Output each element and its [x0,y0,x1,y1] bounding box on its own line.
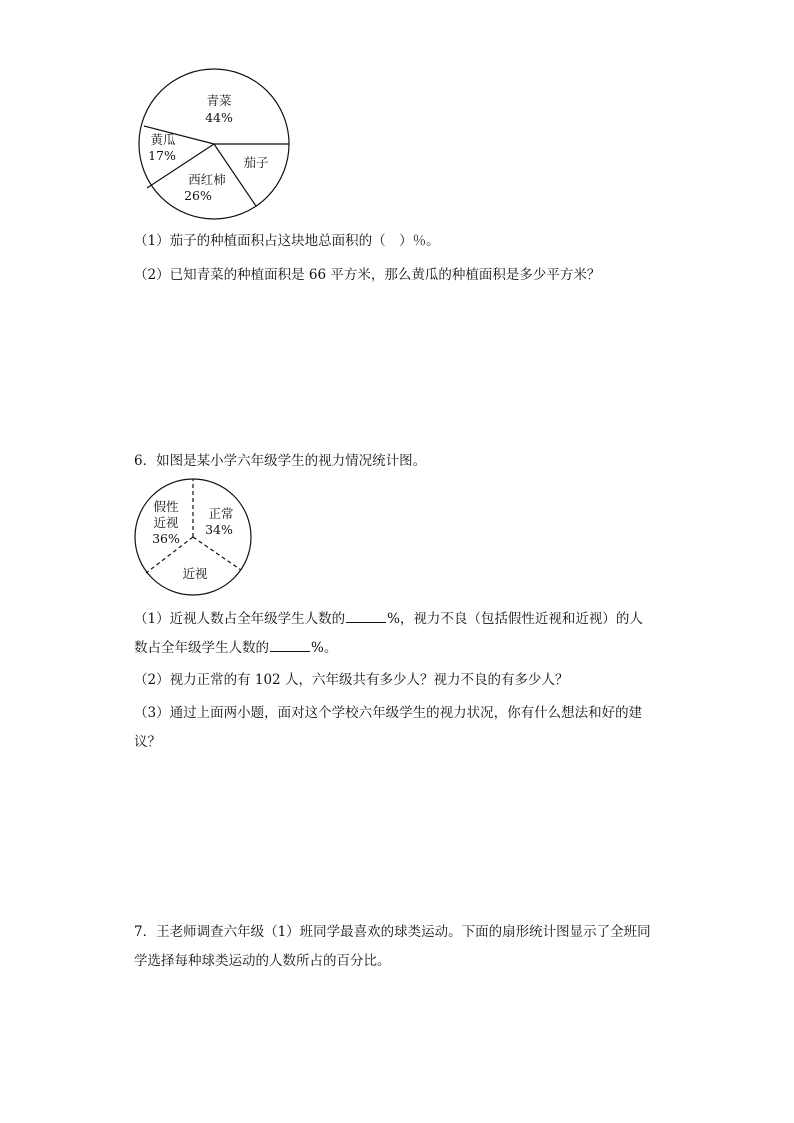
q6-part3-line2: 议？ [134,734,161,750]
slice-label-qiezi: 茄子 [243,155,269,170]
slice-label-huanggua: 黄瓜 [150,132,176,147]
answer-blank[interactable] [346,610,386,623]
q7-line2: 学选择每种球类运动的人数所占的百分比。 [134,953,391,969]
slice-label-myopia: 近视 [182,566,208,581]
slice-value-qingcai: 44% [205,110,233,125]
slice-label-xihongshi: 西红柿 [188,172,226,187]
answer-blank[interactable] [270,639,310,652]
slice-value-huanggua: 17% [148,148,176,163]
q5-part2: （2）已知青菜的种植面积是 66 平方米，那么黄瓜的种植面积是多少平方米？ [134,267,601,283]
q6-part1-text-c: 数占全年级学生人数的 [134,640,269,656]
vegetable-pie-chart [136,66,296,222]
slice-value-normal: 34% [205,522,233,537]
slice-label-normal: 正常 [208,506,234,521]
q6-part1-line1 [134,609,643,629]
slice-label-jiaxing-1: 假性 [153,499,179,514]
q7-line1: 7．王老师调查六年级（1）班同学最喜欢的球类运动。下面的扇形统计图显示了全班同 [134,924,651,940]
slice-value-jiaxing: 36% [152,531,180,546]
q5-part1: （1）茄子的种植面积占这块地总面积的（ ）％。 [134,233,440,249]
q6-part1-text-a: （1）近视人数占全年级学生人数的 [134,611,346,627]
slice-label-jiaxing-2: 近视 [153,515,179,530]
slice-value-xihongshi: 26% [184,188,212,203]
q6-part1-text-b: %，视力不良（包括假性近视和近视）的人 [387,611,643,627]
q6-part3-line1: （3）通过上面两小题，面对这个学校六年级学生的视力状况，你有什么想法和好的建 [134,705,643,721]
q6-part2: （2）视力正常的有 102 人，六年级共有多少人？视力不良的有多少人？ [134,672,569,688]
q6-part1-line2 [134,638,337,658]
q6-title: 6．如图是某小学六年级学生的视力情况统计图。 [134,453,427,469]
q6-part1-text-d: %。 [311,640,338,656]
slice-label-qingcai: 青菜 [206,93,232,108]
eyesight-pie-chart [131,477,255,597]
